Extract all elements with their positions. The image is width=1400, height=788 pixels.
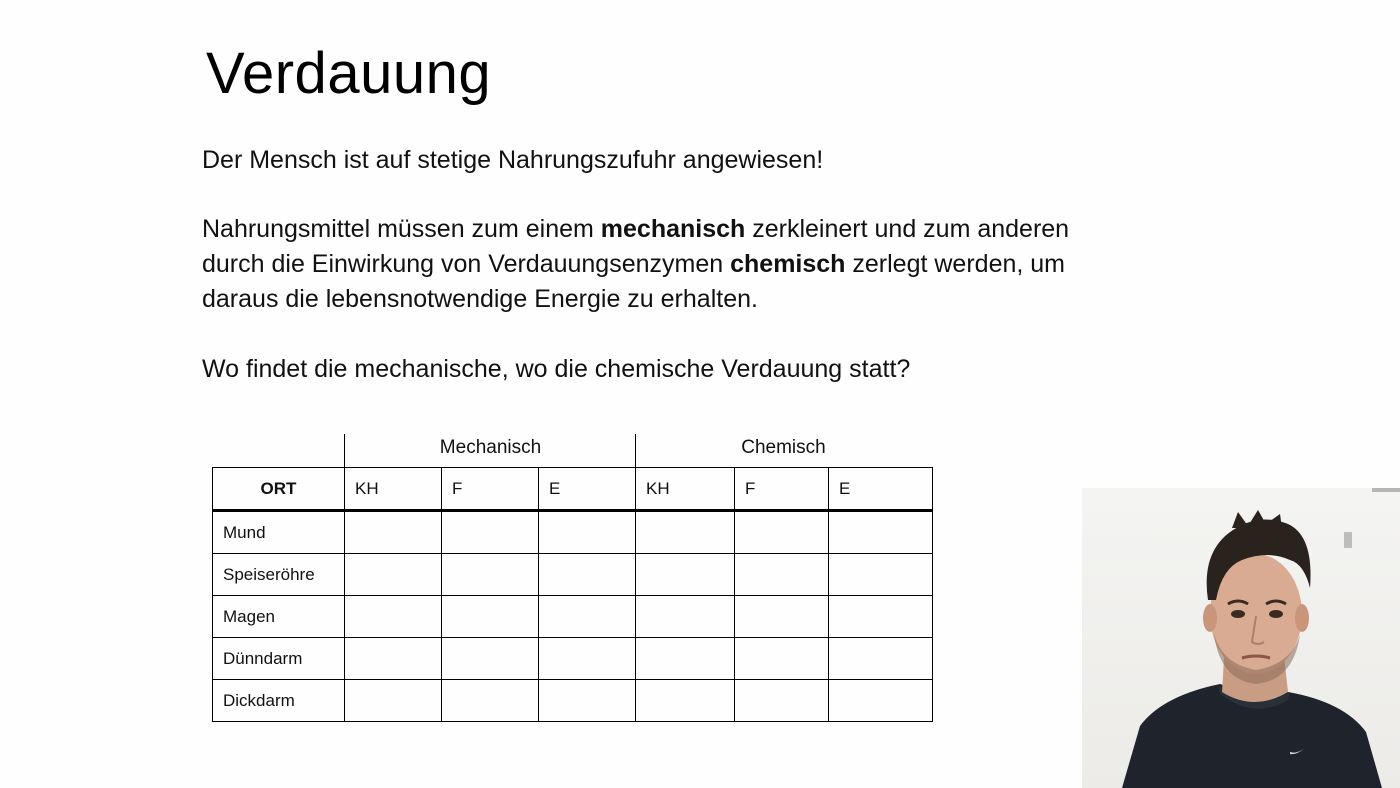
digestion-paragraph: [202, 212, 1102, 317]
column-header-kh-chem: KH: [636, 468, 735, 511]
digestion-table: [212, 434, 932, 722]
table-cell: [345, 638, 442, 680]
table-grid: [212, 467, 933, 722]
question-paragraph: Wo findet die mechanische, wo die chemische Verdauung statt?: [202, 355, 911, 383]
group-header-mechanisch: Mechanisch: [344, 434, 636, 467]
row-label: Dünndarm: [213, 638, 345, 680]
digestion-text-3: zerlegt werden, um daraus die lebensnotwendige Energie zu erhalten.: [202, 250, 1065, 313]
presenter-video-icon: [1082, 488, 1400, 788]
table-cell: [539, 596, 636, 638]
table-cell: [345, 511, 442, 554]
bold-chemisch: chemisch: [730, 250, 846, 278]
row-label: Dickdarm: [213, 680, 345, 722]
table-cell: [735, 511, 829, 554]
table-cell: [829, 680, 933, 722]
table-header-row: [213, 468, 933, 511]
group-header-chemisch: Chemisch: [635, 434, 931, 467]
row-label: Speiseröhre: [213, 554, 345, 596]
table-row: [213, 680, 933, 722]
table-cell: [829, 554, 933, 596]
table-cell: [345, 554, 442, 596]
table-row: [213, 638, 933, 680]
column-header-f-chem: F: [735, 468, 829, 511]
table-cell: [539, 680, 636, 722]
table-cell: [735, 554, 829, 596]
table-cell: [636, 680, 735, 722]
column-header-ort: ORT: [213, 468, 345, 511]
row-label: Magen: [213, 596, 345, 638]
table-cell: [442, 638, 539, 680]
table-cell: [442, 680, 539, 722]
table-row: [213, 511, 933, 554]
table-cell: [636, 638, 735, 680]
presenter-webcam: [1082, 488, 1400, 788]
table-cell: [829, 638, 933, 680]
slide-title: Verdauung: [206, 41, 492, 106]
table-cell: [829, 596, 933, 638]
table-cell: [636, 554, 735, 596]
table-cell: [539, 638, 636, 680]
intro-paragraph: Der Mensch ist auf stetige Nahrungszufuhr angewiesen!: [202, 146, 824, 174]
table-cell: [636, 596, 735, 638]
table-row: [213, 596, 933, 638]
group-header-row: [212, 434, 932, 467]
table-cell: [345, 680, 442, 722]
row-label: Mund: [213, 511, 345, 554]
table-cell: [636, 511, 735, 554]
table-cell: [442, 511, 539, 554]
table-cell: [735, 638, 829, 680]
table-cell: [442, 596, 539, 638]
table-cell: [735, 596, 829, 638]
column-header-f-mech: F: [442, 468, 539, 511]
digestion-text-1: Nahrungsmittel müssen zum einem: [202, 215, 601, 243]
table-cell: [345, 596, 442, 638]
column-header-e-chem: E: [829, 468, 933, 511]
table-cell: [829, 511, 933, 554]
table-cell: [539, 511, 636, 554]
table-row: [213, 554, 933, 596]
table-cell: [539, 554, 636, 596]
table-cell: [735, 680, 829, 722]
digestion-text-2: zerkleinert und zum anderen durch die Einwirkung von Verdauungsenzymen: [202, 215, 1070, 278]
bold-mechanisch: mechanisch: [600, 215, 746, 243]
column-header-kh-mech: KH: [345, 468, 442, 511]
column-header-e-mech: E: [539, 468, 636, 511]
table-cell: [442, 554, 539, 596]
